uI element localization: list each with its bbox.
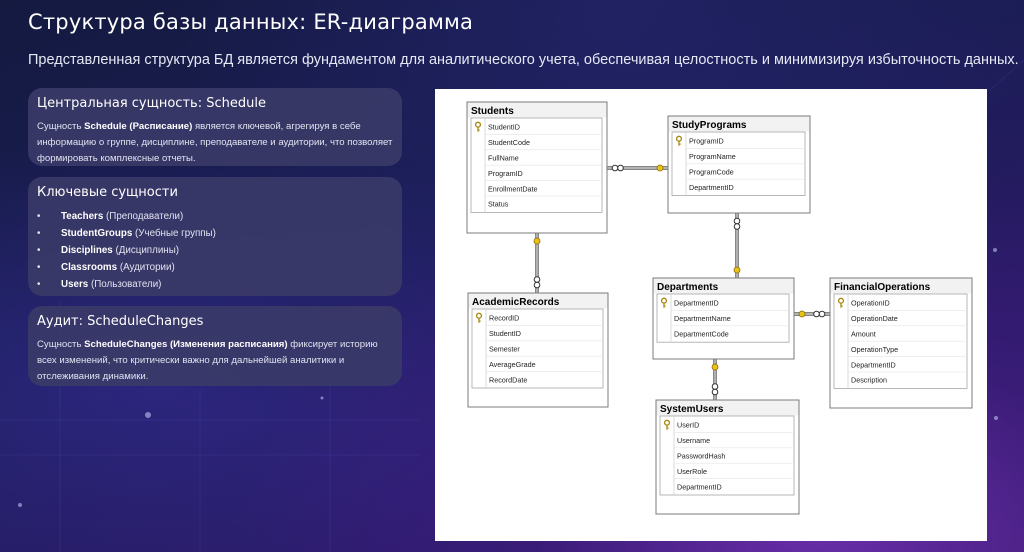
entity-programs [668, 116, 810, 213]
list-item: • Users (Пользователи) [37, 279, 162, 290]
one-end-icon [534, 238, 540, 244]
entity-field: RecordID [489, 313, 520, 323]
one-end-icon [657, 165, 663, 171]
card-key-heading: Ключевые сущности [37, 185, 178, 200]
entity-field: Username [677, 436, 711, 446]
entity-records [468, 293, 608, 407]
entity-title: Departments [657, 282, 719, 293]
many-end-icon [712, 389, 718, 395]
relationship-students-records [534, 233, 540, 293]
list-item: • StudentGroups (Учебные группы) [37, 228, 216, 239]
entity-field: StudentID [488, 122, 520, 132]
card-central-entity [28, 88, 402, 166]
list-item: • Disciplines (Дисциплины) [37, 245, 180, 256]
entity-field: ProgramName [689, 152, 736, 162]
entity-title: StudyPrograms [672, 120, 747, 131]
er-diagram-panel [435, 89, 987, 541]
relationship-departments-finops [794, 311, 830, 317]
entity-title: FinancialOperations [834, 282, 931, 293]
entity-field: DepartmentID [689, 182, 734, 192]
one-end-icon [799, 311, 805, 317]
entity-title: Students [471, 106, 514, 117]
card-audit-text: Сущность ScheduleChanges (Изменения расписания) фиксирует историю всех изменений, что критически важно для дальнейшей аналитики и отслеживания динамики. [37, 339, 378, 382]
entity-field: EnrollmentDate [488, 184, 538, 194]
entity-field: DepartmentID [851, 360, 896, 370]
entity-field: RecordDate [489, 375, 528, 385]
one-end-icon [712, 364, 718, 370]
entity-students [467, 102, 607, 233]
entity-title: SystemUsers [660, 404, 724, 415]
entity-field: DepartmentID [674, 298, 719, 308]
entity-field: Description [851, 375, 887, 385]
one-end-icon [734, 267, 740, 273]
entity-field: ProgramID [488, 168, 523, 178]
entity-title: AcademicRecords [472, 297, 560, 308]
entity-field: FullName [488, 153, 519, 163]
entity-field: StudentCode [488, 138, 530, 148]
page-subtitle: Представленная структура БД является фундаментом для аналитического учета, обеспечивая целостность и минимизируя избыточность данных. [28, 52, 1019, 68]
entity-field: AverageGrade [489, 359, 536, 369]
list-item: • Teachers (Преподаватели) [37, 211, 184, 222]
many-end-icon [734, 218, 740, 224]
card-central-heading: Центральная сущность: Schedule [37, 96, 266, 111]
entity-field: ProgramCode [689, 167, 734, 177]
entity-field: PasswordHash [677, 451, 726, 461]
page-title: Структура базы данных: ER-диаграмма [28, 10, 474, 34]
entity-finops [830, 278, 972, 408]
many-end-icon [612, 165, 618, 171]
entity-field: OperationType [851, 344, 899, 354]
entity-field: ProgramID [689, 136, 724, 146]
card-audit [28, 306, 402, 386]
card-audit-heading: Аудит: ScheduleChanges [37, 314, 204, 329]
entity-field: DepartmentCode [674, 329, 729, 339]
many-end-icon [534, 282, 540, 288]
entity-departments [653, 278, 794, 359]
entity-users [656, 400, 799, 514]
relationship-departments-users [712, 359, 718, 400]
entity-field: Status [488, 199, 509, 209]
entity-field: DepartmentID [677, 482, 722, 492]
entity-field: StudentID [489, 329, 521, 339]
relationship-programs-departments [734, 213, 740, 278]
entity-field: DepartmentName [674, 314, 731, 324]
entity-field: OperationID [851, 298, 890, 308]
entity-field: OperationDate [851, 314, 898, 324]
relationship-students-programs [607, 165, 668, 171]
key-entities-list [37, 208, 393, 293]
er-diagram [435, 89, 987, 541]
list-item: • Classrooms (Аудитории) [37, 262, 175, 273]
entity-field: UserID [677, 420, 700, 430]
entity-field: Semester [489, 344, 520, 354]
card-key-entities [28, 177, 402, 296]
card-central-text: Сущность Schedule (Расписание) является ключевой, агрегируя в себе информацию о группе, дисциплине, преподавателе и аудитории, что позволяет формировать комплексные отчеты. [37, 121, 393, 164]
entity-field: Amount [851, 329, 876, 339]
many-end-icon [819, 311, 825, 317]
entity-field: UserRole [677, 466, 707, 476]
